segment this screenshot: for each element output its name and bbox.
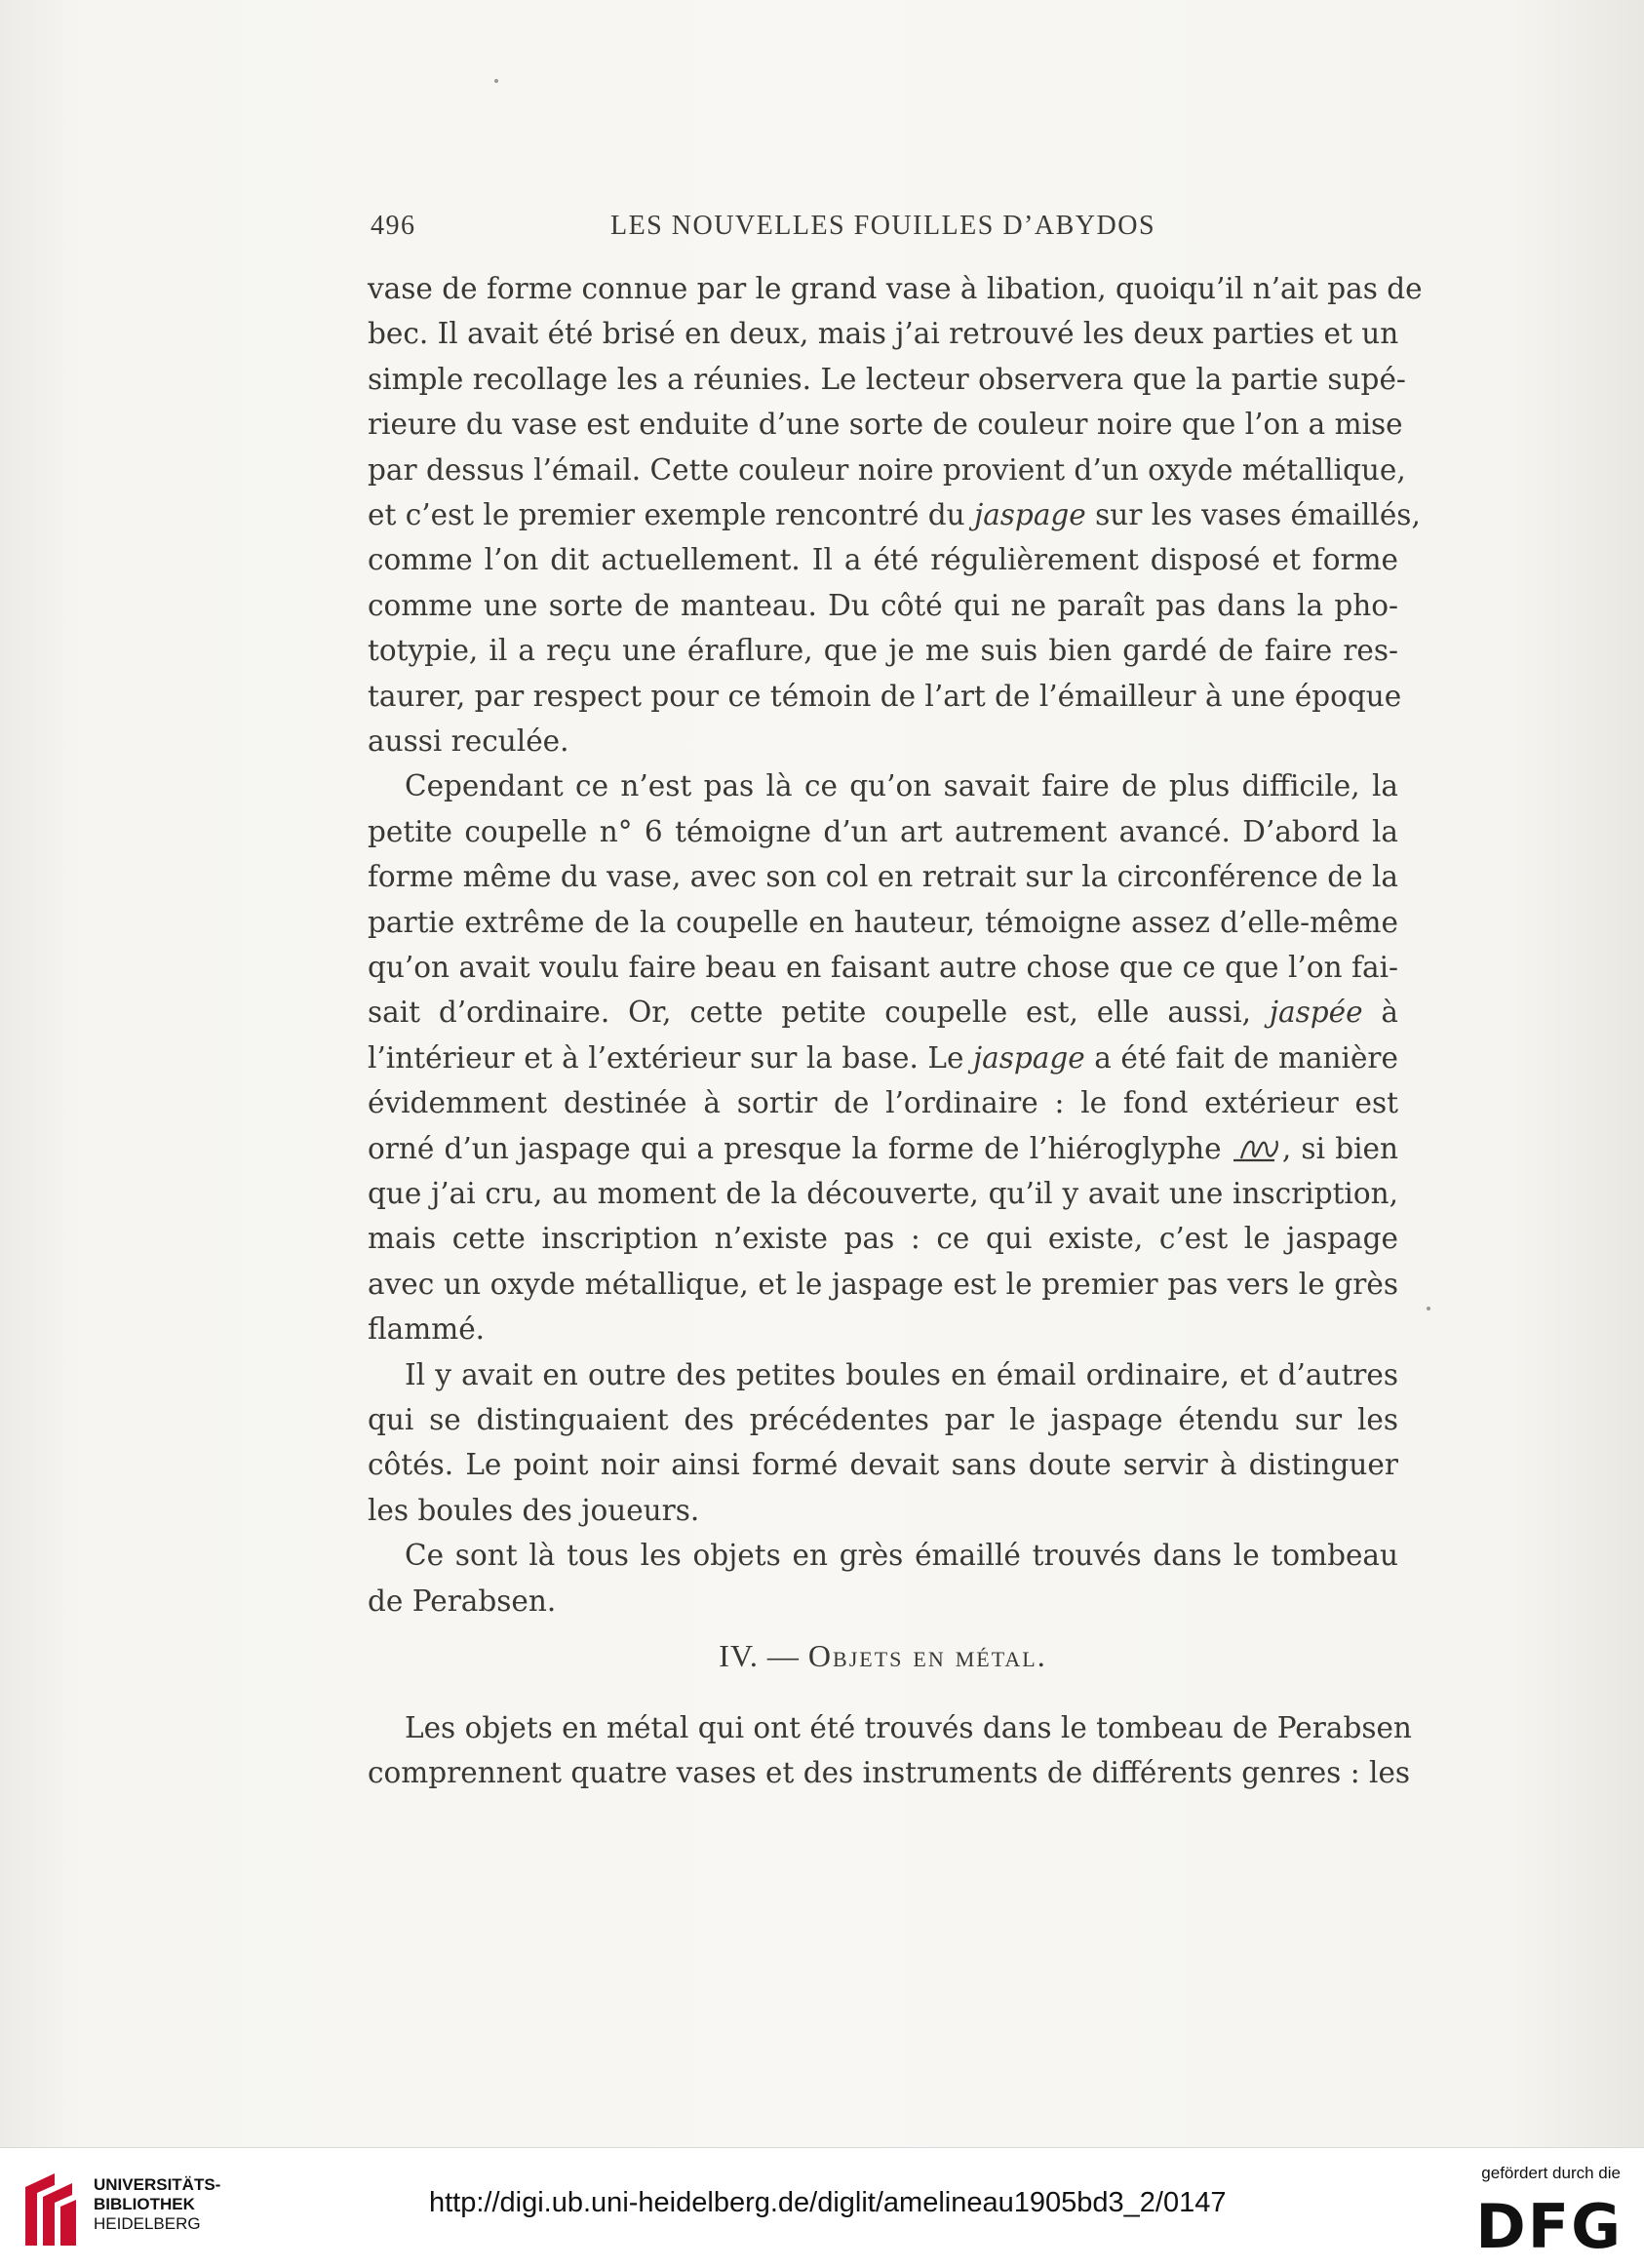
line-text: rieure du vase est enduite d’une sorte de couleur noire que l’on a mise — [368, 408, 1403, 442]
line-text: comme l’on dit actuellement. Il a été régulièrement disposé et forme — [368, 543, 1398, 577]
text-line — [368, 993, 1398, 1032]
line-text: Il y avait en outre des petites boules en émail ordinaire, et d’autres — [405, 1357, 1398, 1391]
italic-term: jaspage — [974, 498, 1086, 531]
text-line — [368, 360, 1406, 399]
text-line — [368, 948, 1398, 987]
section-numeral: IV. — — [719, 1638, 808, 1673]
line-text: comprennent quatre vases et des instruments de différents genres : les — [368, 1756, 1411, 1790]
text-line — [368, 314, 1398, 353]
text-line — [368, 677, 1402, 716]
text-line — [368, 269, 1423, 308]
line-text: évidemment destinée à sortir de l’ordinaire : le fond extérieur est — [368, 1086, 1398, 1120]
hieroglyph-icon — [1232, 1135, 1282, 1164]
text-line — [368, 1400, 1398, 1439]
italic-term: jaspage — [973, 1040, 1085, 1075]
text-line — [368, 495, 1421, 534]
text-line — [368, 1265, 1398, 1304]
text-line — [405, 1708, 1412, 1747]
line-text: forme même du vase, avec son col en retrait sur la circonférence de la — [368, 860, 1398, 894]
text-line — [368, 1083, 1398, 1122]
text-line — [368, 631, 1398, 670]
line-text: avec un oxyde métallique, et le jaspage est le premier pas vers le grès — [368, 1267, 1398, 1301]
text-line — [405, 766, 1398, 805]
running-title: LES NOUVELLES FOUILLES D’ABYDOS — [609, 211, 1156, 241]
line-text: l’intérieur et à l’extérieur sur la base. Le — [368, 1040, 974, 1075]
permalink-url[interactable]: http://digi.ub.uni-heidelberg.de/diglit/amelineau1905bd3_2/0147 — [429, 2187, 1227, 2218]
text-line — [368, 1038, 1398, 1077]
text-line — [405, 1536, 1398, 1575]
text-line — [368, 1129, 1398, 1168]
line-text: sur les vases émaillés, — [1085, 498, 1421, 531]
line-text: aussi reculée. — [368, 724, 569, 758]
italic-term: jaspée — [1269, 996, 1363, 1030]
line-text: flammé. — [368, 1312, 486, 1347]
library-name-line3: HEIDELBERG — [94, 2214, 201, 2233]
text-line — [368, 540, 1398, 579]
text-line — [368, 722, 1398, 761]
page-number: 496 — [371, 211, 416, 241]
body-text — [368, 0, 1423, 1853]
section-title: Objets en métal. — [807, 1638, 1047, 1673]
funding-note: gefördert durch die — [1481, 2164, 1621, 2182]
line-text: a été fait de manière — [1084, 1040, 1398, 1075]
line-text: et c’est le premier exemple rencontré du — [368, 498, 975, 531]
text-line — [368, 1753, 1411, 1792]
line-text: bec. Il avait été brisé en deux, mais j’ai retrouvé les deux parties et un — [368, 317, 1399, 351]
section-heading — [368, 1638, 1398, 1674]
line-text: qu’on avait voulu faire beau en faisant autre chose que ce que l’on fai- — [368, 951, 1398, 984]
line-text: par dessus l’émail. Cette couleur noire provient d’un oxyde métallique, — [368, 452, 1406, 487]
library-name — [94, 2175, 220, 2234]
text-line — [368, 812, 1398, 851]
digitization-footer — [0, 2147, 1644, 2268]
text-line — [368, 450, 1406, 489]
dfg-logo: DFG — [1475, 2191, 1623, 2262]
line-text: sait d’ordinaire. Or, cette petite coupelle est, elle aussi, — [368, 996, 1270, 1030]
library-name-line2: BIBLIOTHEK — [94, 2195, 195, 2213]
line-text: orné d’un jaspage qui a presque la forme de l’hiéroglyphe — [368, 1131, 1232, 1165]
line-text: totypie, il a reçu une éraflure, que je me suis bien gardé de faire res- — [368, 634, 1398, 668]
line-text: simple recollage les a réunies. Le lecteur observera que la partie supé- — [368, 362, 1406, 396]
university-library-logo — [18, 2168, 82, 2251]
line-text: à — [1362, 996, 1398, 1030]
line-text: petite coupelle n° 6 témoigne d’un art autrement avancé. D’abord la — [368, 814, 1398, 848]
text-line — [368, 586, 1398, 625]
line-text: qui se distinguaient des précédentes par le jaspage étendu sur les — [368, 1403, 1398, 1436]
line-text: que j’ai cru, au moment de la découverte, qu’il y avait une inscription, — [368, 1177, 1398, 1210]
line-text: comme une sorte de manteau. Du côté qui ne paraît pas dans la pho- — [368, 588, 1398, 622]
text-line — [368, 1219, 1398, 1258]
line-text: , si bien — [1281, 1131, 1399, 1165]
line-text: les boules des joueurs. — [368, 1493, 700, 1527]
line-text: vase de forme connue par le grand vase à libation, quoiqu’il n’ait pas de — [368, 272, 1423, 305]
text-line — [405, 1355, 1398, 1394]
dust-speck — [1427, 1307, 1430, 1310]
dust-speck — [494, 79, 498, 83]
library-name-line1: UNIVERSITÄTS- — [94, 2175, 221, 2194]
line-text: Cependant ce n’est pas là ce qu’on savait faire de plus difficile, la — [405, 769, 1398, 803]
line-text: Les objets en métal qui ont été trouvés dans le tombeau de Perabsen — [405, 1711, 1412, 1744]
line-text: côtés. Le point noir ainsi formé devait sans doute servir à distinguer — [368, 1448, 1398, 1482]
text-line — [368, 857, 1398, 896]
text-line — [368, 1174, 1398, 1213]
line-text: mais cette inscription n’existe pas : ce qui existe, c’est le jaspage — [368, 1222, 1398, 1256]
text-line — [368, 1310, 1398, 1349]
text-line — [368, 903, 1398, 942]
line-text: partie extrême de la coupelle en hauteur, témoigne assez d’elle-même — [368, 905, 1398, 939]
text-line — [368, 1582, 1398, 1621]
text-line — [368, 1445, 1398, 1484]
line-text: de Perabsen. — [368, 1584, 557, 1618]
line-text: taurer, par respect pour ce témoin de l’art de l’émailleur à une époque — [368, 679, 1402, 713]
line-text: Ce sont là tous les objets en grès émaillé trouvés dans le tombeau — [405, 1539, 1398, 1573]
text-line — [368, 1491, 1398, 1530]
text-line — [368, 405, 1403, 444]
